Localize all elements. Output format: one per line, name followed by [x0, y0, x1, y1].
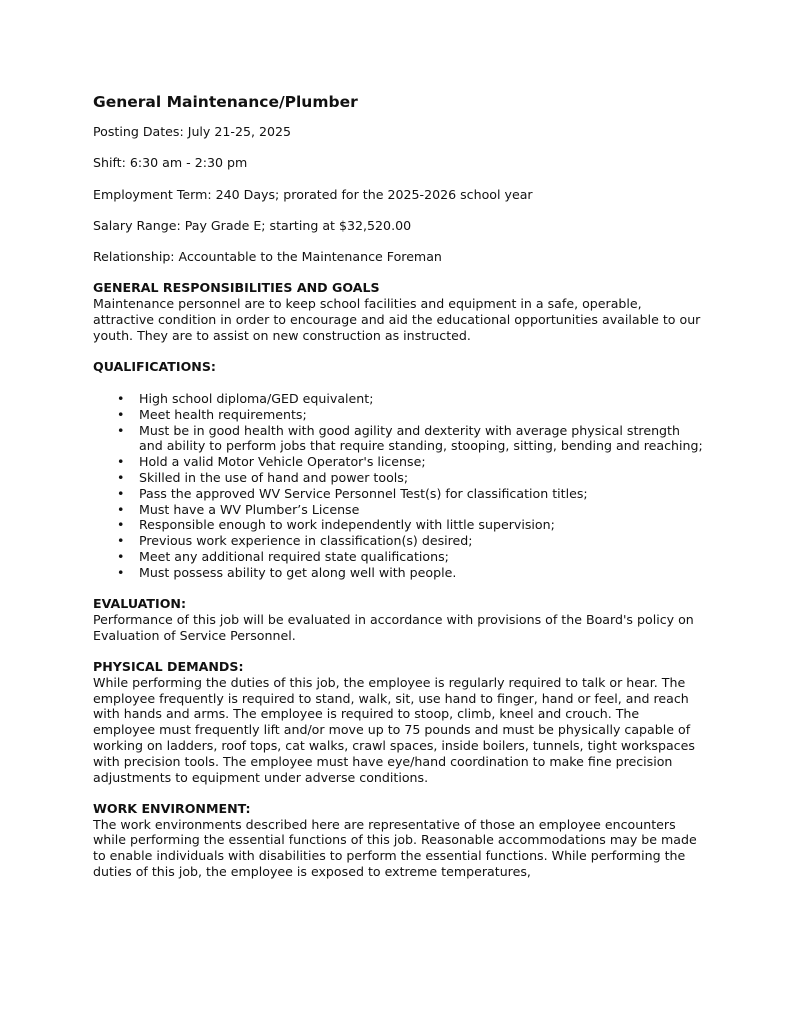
qualification-text: Must be in good health with good agility and dexterity with average physical strength and ability to perform jobs that require standing, stooping, sitting, bending and reaching; — [139, 422, 703, 454]
physical-demands-heading: PHYSICAL DEMANDS: — [93, 658, 244, 674]
bullet-icon: • — [117, 548, 125, 564]
evaluation-heading: EVALUATION: — [93, 596, 186, 612]
bullet-icon: • — [117, 485, 125, 501]
qualification-text: High school diploma/GED equivalent; — [139, 390, 374, 406]
list-item — [93, 549, 703, 565]
list-item — [93, 486, 703, 502]
bullet-icon: • — [117, 469, 125, 485]
list-item — [93, 533, 703, 549]
qualification-text: Must have a WV Plumber’s License — [139, 501, 360, 517]
shift: Shift: 6:30 am - 2:30 pm — [93, 155, 248, 171]
document-page — [93, 92, 703, 895]
physical-demands-text: While performing the duties of this job, the employee is regularly required to talk or hear. The employee frequently is required to stand, walk, sit, use hand to finger, hand or feel, and reach with hands and arms. The employee is required to stoop, climb, kneel and crouch. The employee must frequently lift and/or move up to 75 pounds and must be physically capable of working on ladders, roof tops, cat walks, crawl spaces, inside boilers, tunnels, tight workspaces with precision tools. The employee must have eye/hand coordination to make fine precision adjustments to equipment under adverse conditions. — [93, 674, 695, 785]
list-item — [93, 391, 703, 407]
bullet-icon: • — [117, 533, 125, 549]
qualification-text: Previous work experience in classification(s) desired; — [139, 533, 473, 549]
qualifications-heading: QUALIFICATIONS: — [93, 359, 216, 375]
qualification-text: Meet health requirements; — [139, 406, 307, 422]
responsibilities-text: Maintenance personnel are to keep school facilities and equipment in a safe, operable, attractive condition in order to encourage and aid the educational opportunities available to our youth. They are to assist on new construction as instructed. — [93, 296, 701, 343]
list-item — [93, 423, 703, 455]
bullet-icon: • — [117, 564, 125, 580]
qualifications-list — [93, 391, 703, 581]
bullet-icon: • — [117, 517, 125, 533]
bullet-icon: • — [117, 406, 125, 422]
bullet-icon: • — [117, 501, 125, 517]
qualification-text: Pass the approved WV Service Personnel Test(s) for classification titles; — [139, 485, 588, 501]
bullet-icon: • — [117, 390, 125, 406]
document-title: General Maintenance/Plumber — [93, 93, 358, 111]
qualification-text: Hold a valid Motor Vehicle Operator's license; — [139, 454, 426, 470]
qualification-text: Responsible enough to work independently with little supervision; — [139, 517, 555, 533]
salary-range: Salary Range: Pay Grade E; starting at $32,520.00 — [93, 217, 412, 233]
list-item — [93, 565, 703, 581]
relationship: Relationship: Accountable to the Maintenance Foreman — [93, 249, 442, 265]
qualification-text: Meet any additional required state qualifications; — [139, 548, 449, 564]
qualification-text: Must possess ability to get along well with people. — [139, 564, 457, 580]
bullet-icon: • — [117, 454, 125, 470]
bullet-icon: • — [117, 422, 125, 438]
work-environment-heading: WORK ENVIRONMENT: — [93, 800, 251, 816]
employment-term: Employment Term: 240 Days; prorated for the 2025-2026 school year — [93, 186, 533, 202]
work-environment-text: The work environments described here are representative of those an employee encounters while performing the essential functions of this job. Reasonable accommodations may be made to enable individuals with disabilities to perform the essential functions. While performing the duties of this job, the employee is exposed to extreme temperatures, — [93, 816, 697, 879]
responsibilities-heading: GENERAL RESPONSIBILITIES AND GOALS — [93, 280, 380, 296]
list-item — [93, 502, 703, 518]
posting-dates: Posting Dates: July 21-25, 2025 — [93, 124, 292, 139]
list-item — [93, 454, 703, 470]
evaluation-text: Performance of this job will be evaluated in accordance with provisions of the Board's policy on Evaluation of Service Personnel. — [93, 611, 694, 643]
list-item — [93, 470, 703, 486]
qualification-text: Skilled in the use of hand and power tools; — [139, 469, 409, 485]
list-item — [93, 517, 703, 533]
list-item — [93, 407, 703, 423]
